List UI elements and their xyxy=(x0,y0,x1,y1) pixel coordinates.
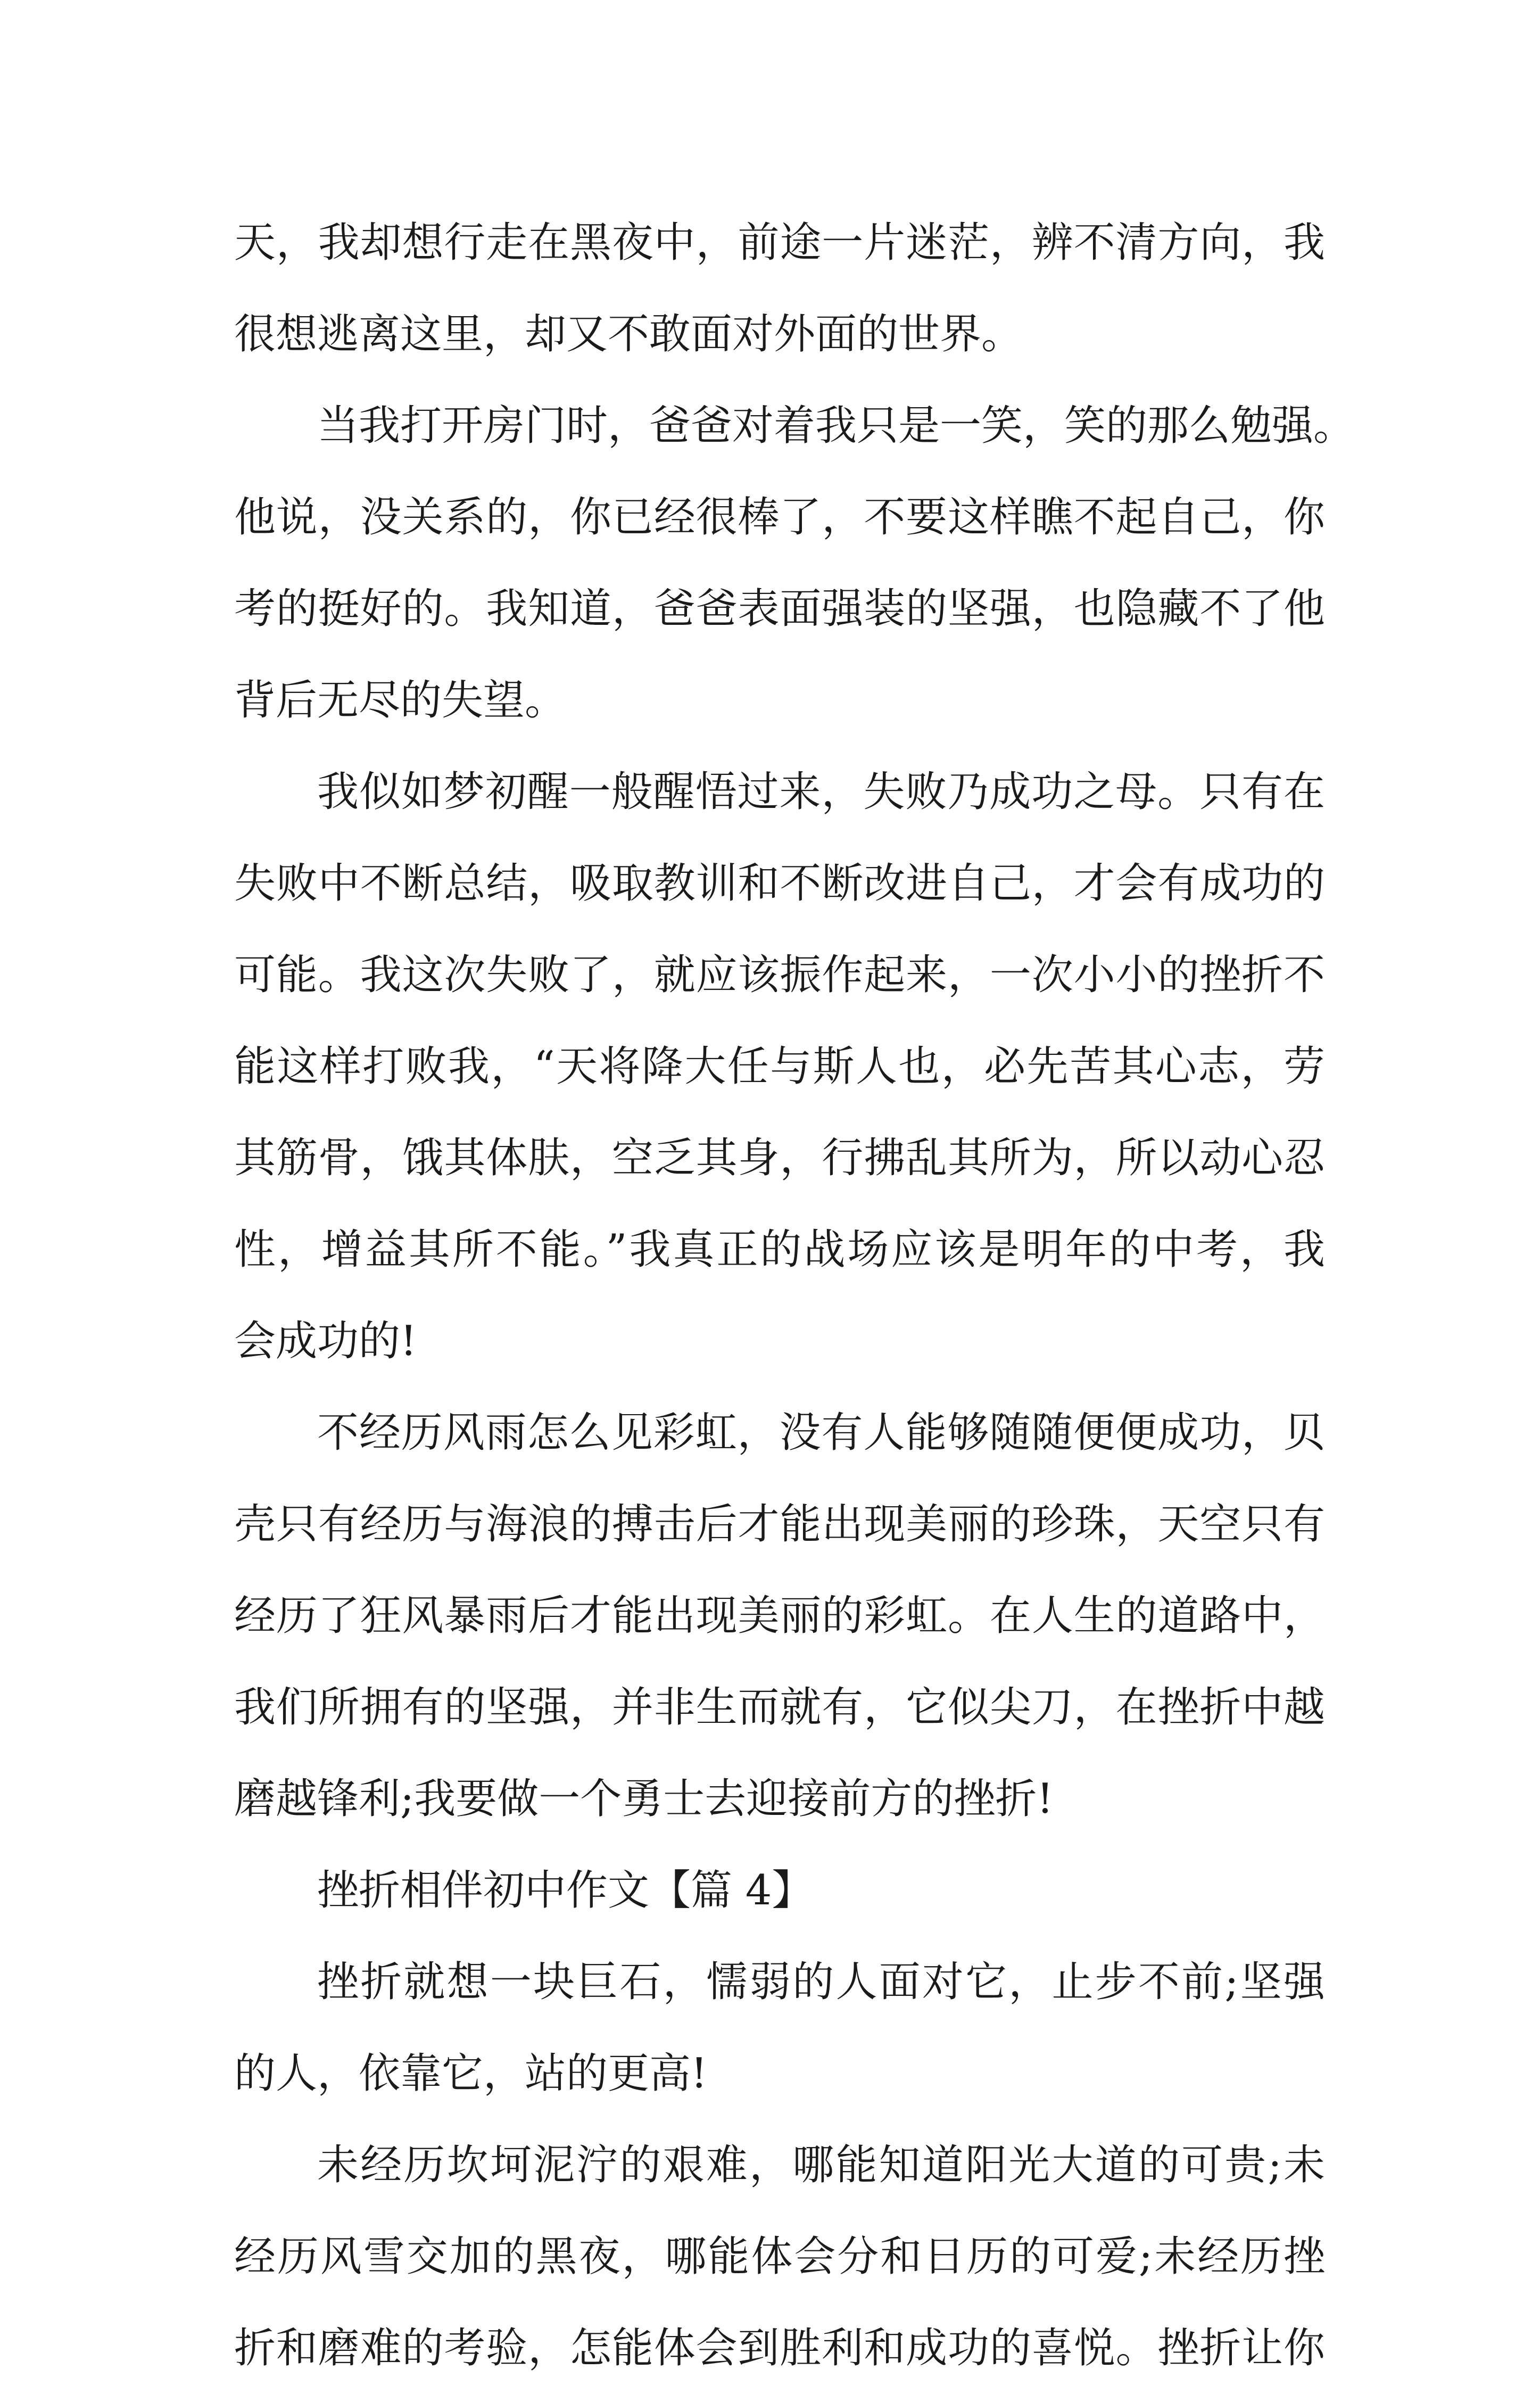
paragraph-start-line: 挫折就想一块巨石，懦弱的人面对它，止步不前;坚强 xyxy=(317,1958,1325,2006)
body-text xyxy=(234,197,1355,2394)
text-line: 其筋骨，饿其体肤，空乏其身，行拂乱其所为，所以动心忍 xyxy=(234,1134,1325,1182)
text-line: 很想逃离这里，却又不敢面对外面的世界。 xyxy=(234,310,1023,358)
text-line: 我们所拥有的坚强，并非生而就有，它似尖刀，在挫折中越 xyxy=(234,1683,1325,1731)
text-line: 折和磨难的考验，怎能体会到胜利和成功的喜悦。挫折让你 xyxy=(234,2324,1325,2372)
text-line: 经历了狂风暴雨后才能出现美丽的彩虹。在人生的道路中， xyxy=(234,1592,1325,1640)
paragraph-start-line: 未经历坎坷泥泞的艰难，哪能知道阳光大道的可贵;未 xyxy=(317,2141,1325,2189)
text-line: 能这样打败我，“天将降大任与斯人也，必先苦其心志，劳 xyxy=(234,1043,1325,1091)
paragraph-start-line: 我似如梦初醒一般醒悟过来，失败乃成功之母。只有在 xyxy=(317,768,1325,816)
text-line: 会成功的! xyxy=(234,1317,417,1365)
text-line: 背后无尽的失望。 xyxy=(234,676,567,724)
text-line: 考的挺好的。我知道，爸爸表面强装的坚强，也隐藏不了他 xyxy=(234,585,1325,633)
text-line: 性，增益其所不能。”我真正的战场应该是明年的中考，我 xyxy=(234,1226,1325,1274)
section-heading: 挫折相伴初中作文【篇 4】 xyxy=(317,1867,814,1914)
text-line: 磨越锋利;我要做一个勇士去迎接前方的挫折! xyxy=(234,1775,1054,1823)
text-line: 失败中不断总结，吸取教训和不断改进自己，才会有成功的 xyxy=(234,860,1325,907)
text-line: 天，我却想行走在黑夜中，前途一片迷茫，辨不清方向，我 xyxy=(234,219,1325,267)
text-line: 经历风雪交加的黑夜，哪能体会分和日历的可爱;未经历挫 xyxy=(234,2233,1325,2281)
paragraph-start-line: 不经历风雨怎么见彩虹，没有人能够随随便便成功，贝 xyxy=(317,1409,1325,1457)
paragraph-start-line: 当我打开房门时，爸爸对着我只是一笑，笑的那么勉强。 xyxy=(317,402,1355,450)
text-line: 壳只有经历与海浪的搏击后才能出现美丽的珍珠，天空只有 xyxy=(234,1500,1325,1548)
text-line: 他说，没关系的，你已经很棒了，不要这样瞧不起自己，你 xyxy=(234,493,1325,541)
text-line: 的人，依靠它，站的更高! xyxy=(234,2050,708,2098)
text-line: 可能。我这次失败了，就应该振作起来，一次小小的挫折不 xyxy=(234,951,1325,999)
